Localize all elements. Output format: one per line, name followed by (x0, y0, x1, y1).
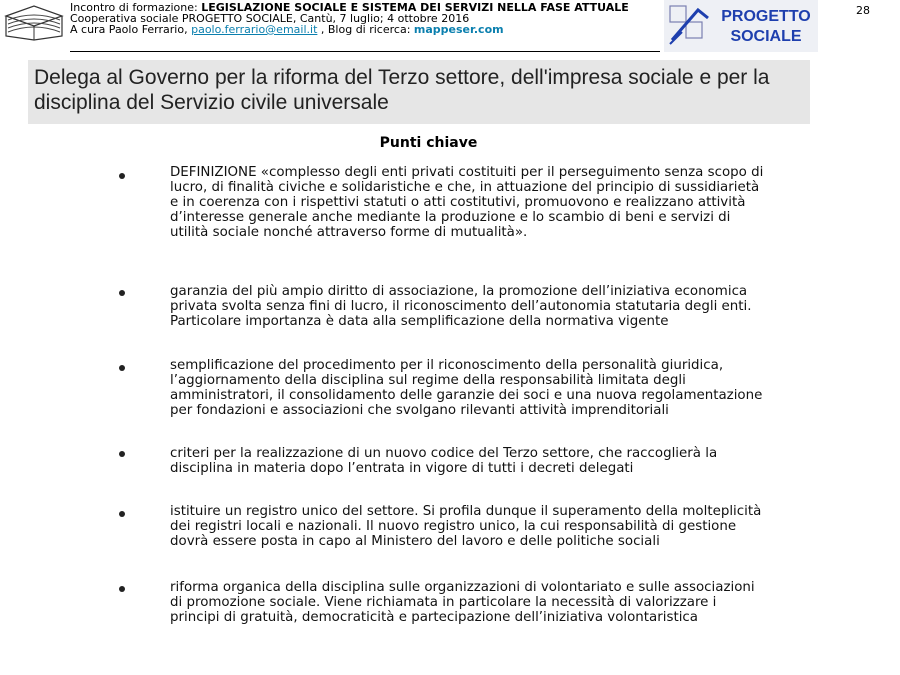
list-item-2: garanzia del più ampio diritto di associazione, la promozione dell’iniziativa economica privata svolta senza fini di lucro, il riconoscimento dell’autonomia statutaria degli enti. Particolare importanza è data alla semplificazione della normativa vigente (170, 284, 752, 329)
puzzle-logo-icon (668, 4, 714, 48)
header (0, 0, 900, 56)
slide-title: Delega al Governo per la riforma del Terzo settore, dell'impresa sociale e per la disciplina del Servizio civile universale (34, 66, 770, 114)
list-item-4: criteri per la realizzazione di un nuovo codice del Terzo settore, che raccoglierà la disciplina in materia dopo l’entrata in vigore di tutti i decreti delegati (170, 446, 718, 476)
blog-link[interactable]: mappeser.com (413, 23, 504, 36)
list-item-6: riforma organica della disciplina sulle organizzazioni di volontariato e sulle associazioni di promozione sociale. Viene richiamata in particolare la necessità di valorizzare i principi di gratuità, democraticità e partecipazione dell’iniziativa volontaristica (170, 580, 755, 625)
subtitle: Punti chiave (379, 135, 478, 151)
bullet-icon (119, 290, 127, 296)
header-text (70, 2, 630, 35)
logo-text (718, 7, 814, 47)
header-divider (70, 51, 660, 52)
page-number: 28 (856, 4, 870, 17)
email-link[interactable]: paolo.ferrario@email.it (191, 23, 318, 36)
header-event-title: LEGISLAZIONE SOCIALE E SISTEMA DEI SERVIZI NELLA FASE ATTUALE (201, 1, 629, 14)
list-item-1: DEFINIZIONE «complesso degli enti privati costituiti per il perseguimento senza scopo di lucro, di finalità civiche e solidaristiche e che, in attuazione del principio di sussidiarietà e in coerenza con i rispettivi statuti o atti costitutivi, promuovono e realizzano attività d’interesse generale anche mediante la produzione e lo scambio di beni e servizi di utilità sociale nonché attraverso forme di mutualità». (170, 165, 764, 240)
list-item-5: istituire un registro unico del settore. Si profila dunque il superamento della molteplicità dei registri locali e nazionali. Il nuovo registro unico, la cui responsabilità di gestione dovrà essere posta in capo al Ministero del lavoro e delle politiche sociali (170, 504, 762, 549)
logo-text-line-1: PROGETTO (721, 8, 811, 25)
bullet-icon (119, 511, 127, 517)
logo-text-line-2: SOCIALE (730, 28, 802, 45)
bullet-icon (119, 586, 127, 592)
progetto-sociale-logo (664, 0, 818, 52)
blog-label: , Blog di ricerca: (317, 23, 414, 36)
bullet-icon (119, 451, 127, 457)
header-prefix: Incontro di formazione: (70, 1, 202, 14)
bullet-icon (119, 173, 127, 179)
header-line-3 (70, 24, 630, 35)
author-label: A cura Paolo Ferrario, (70, 23, 192, 36)
book-logo-icon (4, 2, 64, 42)
header-line-2: Cooperativa sociale PROGETTO SOCIALE, Cantù, 7 luglio; 4 ottobre 2016 (70, 12, 470, 25)
title-box (28, 60, 810, 124)
bullet-icon (119, 365, 127, 371)
list-item-3: semplificazione del procedimento per il riconoscimento della personalità giuridica, l’aggiornamento della disciplina sul regime della responsabilità limitata degli amministratori, il consolidamento delle garanzie dei soci e una nuova regolamentazione per fondazioni e associazioni che svolgano rilevanti attività imprenditoriali (170, 358, 763, 418)
